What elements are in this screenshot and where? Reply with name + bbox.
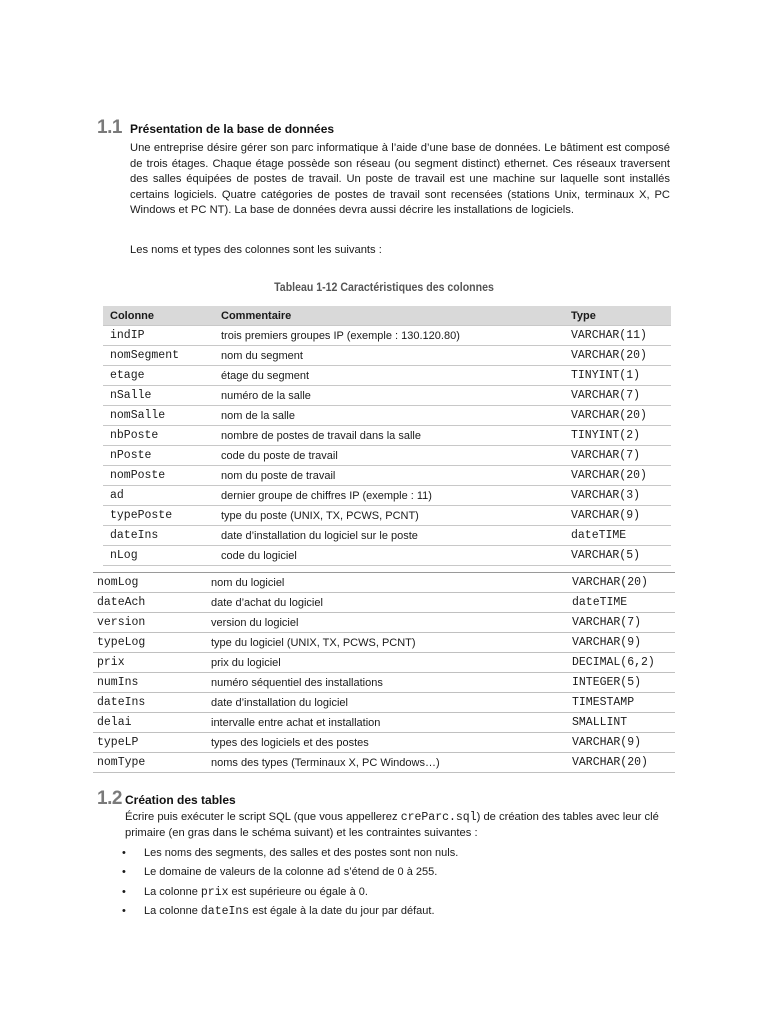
cell-type: dateTIME [571,526,671,546]
table-row [93,593,675,613]
cell-commentaire: nom du segment [221,346,571,366]
table-row [103,326,671,346]
section-1-1-heading [97,117,334,139]
table-row [103,466,671,486]
cell-colonne: typeLP [93,733,211,753]
cell-colonne: nSalle [103,386,221,406]
cell-colonne: dateIns [93,693,211,713]
cell-colonne: ad [103,486,221,506]
table-header-row [103,306,671,326]
bullet-text-after: est supérieure ou égale à 0. [228,885,368,898]
cell-colonne: prix [93,653,211,673]
table-row [93,573,675,593]
list-item [122,863,458,882]
bullet-code: ad [326,866,341,880]
table-row [103,506,671,526]
bullet-text-after: est égale à la date du jour par défaut. [249,904,435,917]
script-filename: creParc.sql [400,811,477,824]
intro-paragraph: Une entreprise désire gérer son parc informatique à l’aide d’une base de données. Le bâtiment est composé de trois étages. Chaque étage possède son réseau (ou segment distinct) ethernet. Ces réseaux traversent des salles équipées de postes de travail. Un poste de travail est une machine sur laquelle sont installés certains logiciels. Quatre catégories de postes de travail sont recensées (stations Unix, terminaux X, PC Windows et PC NT). La base de données devra aussi décrire les installations de logiciels. [130,142,670,216]
table-row [103,486,671,506]
bullet-code: dateIns [200,904,250,918]
cell-type: VARCHAR(7) [571,386,671,406]
cell-commentaire: prix du logiciel [211,653,572,673]
table-row [103,426,671,446]
list-item [122,883,458,902]
bullet-text-before: La colonne [144,904,201,917]
cell-commentaire: types des logiciels et des postes [211,733,572,753]
table-row [93,753,675,773]
cell-commentaire: numéro séquentiel des installations [211,673,572,693]
table-row [93,693,675,713]
intro-text-after: ) de création des tables avec leur clé primaire (en gras dans le schéma suivant) et les contraintes suivantes : [125,811,659,839]
cell-commentaire: intervalle entre achat et installation [211,713,572,733]
cell-type: dateTIME [572,593,675,613]
cell-commentaire: nom du poste de travail [221,466,571,486]
cell-type: VARCHAR(9) [571,506,671,526]
cell-commentaire: étage du segment [221,366,571,386]
cell-commentaire: version du logiciel [211,613,572,633]
cell-colonne: nbPoste [103,426,221,446]
bullet-text-before: La colonne [144,885,201,898]
cell-commentaire: nombre de postes de travail dans la salle [221,426,571,446]
cell-colonne: nomLog [93,573,211,593]
cell-commentaire: trois premiers groupes IP (exemple : 130.120.80) [221,326,571,346]
cell-commentaire: dernier groupe de chiffres IP (exemple : 11) [221,486,571,506]
constraints-list [122,844,458,921]
header-colonne: Colonne [103,306,221,326]
bullet-marker: • [122,847,126,859]
cell-type: VARCHAR(3) [571,486,671,506]
table-row [103,546,671,566]
cell-type: VARCHAR(9) [572,633,675,653]
columns-table-continued [93,572,675,773]
cell-colonne: nomSalle [103,406,221,426]
cell-type: VARCHAR(20) [571,406,671,426]
cell-colonne: nomPoste [103,466,221,486]
table-row [103,446,671,466]
cell-type: VARCHAR(20) [571,346,671,366]
table-row [103,346,671,366]
section-1-2-heading [97,788,236,810]
cell-type: INTEGER(5) [572,673,675,693]
cell-commentaire: noms des types (Terminaux X, PC Windows…) [211,753,572,773]
cell-colonne: version [93,613,211,633]
cell-type: VARCHAR(20) [572,573,675,593]
table-row [93,613,675,633]
bullet-text-before: Les noms des segments, des salles et des postes sont non nuls. [144,847,459,859]
cell-commentaire: nom de la salle [221,406,571,426]
table-row [103,386,671,406]
table-row [103,406,671,426]
section-title: Création des tables [125,793,236,807]
table-row [93,653,675,673]
cell-colonne: dateAch [93,593,211,613]
table-row [93,733,675,753]
cell-type: TINYINT(2) [571,426,671,446]
table-row [103,526,671,546]
bullet-marker: • [122,885,126,898]
cell-colonne: indIP [103,326,221,346]
table-caption: Tableau 1-12 Caractéristiques des colonnes [274,282,494,294]
bullet-text [144,883,368,902]
table-row [93,713,675,733]
bullet-text-before: Le domaine de valeurs de la colonne [144,866,327,879]
bullet-marker: • [122,866,126,879]
cell-type: VARCHAR(7) [572,613,675,633]
bullet-text [144,844,458,863]
table-row [93,633,675,653]
cell-type: DECIMAL(6,2) [572,653,675,673]
cell-colonne: etage [103,366,221,386]
cell-colonne: numIns [93,673,211,693]
bullet-text-after: s’étend de 0 à 255. [340,866,438,879]
section-number: 1.1 [97,117,122,138]
cell-colonne: typeLog [93,633,211,653]
bullet-text [144,863,437,882]
cell-commentaire: type du poste (UNIX, TX, PCWS, PCNT) [221,506,571,526]
cell-commentaire: nom du logiciel [211,573,572,593]
table-row [93,673,675,693]
cell-colonne: delai [93,713,211,733]
columns-table [103,306,671,566]
cell-type: VARCHAR(20) [571,466,671,486]
header-type: Type [571,306,671,326]
bullet-text [144,902,435,921]
cell-colonne: nomSegment [103,346,221,366]
cell-commentaire: date d’installation du logiciel [211,693,572,713]
cell-commentaire: date d’achat du logiciel [211,593,572,613]
list-item [122,902,458,921]
cell-type: VARCHAR(5) [571,546,671,566]
cell-commentaire: date d’installation du logiciel sur le poste [221,526,571,546]
cell-type: VARCHAR(20) [572,753,675,773]
header-commentaire: Commentaire [221,306,571,326]
cell-type: VARCHAR(9) [572,733,675,753]
create-tables-intro [125,810,670,841]
intro-text-before: Écrire puis exécuter le script SQL (que vous appellerez [125,811,401,823]
cell-commentaire: numéro de la salle [221,386,571,406]
section-title: Présentation de la base de données [130,122,335,136]
table-row [103,366,671,386]
cell-commentaire: code du logiciel [221,546,571,566]
list-item [122,844,458,863]
cell-commentaire: type du logiciel (UNIX, TX, PCWS, PCNT) [211,633,572,653]
cell-type: VARCHAR(11) [571,326,671,346]
cell-type: TIMESTAMP [572,693,675,713]
cell-type: SMALLINT [572,713,675,733]
bullet-code: prix [200,885,229,899]
bullet-marker: • [122,904,126,917]
cell-type: VARCHAR(7) [571,446,671,466]
columns-intro: Les noms et types des colonnes sont les suivants : [130,244,382,256]
cell-colonne: nomType [93,753,211,773]
cell-type: TINYINT(1) [571,366,671,386]
cell-colonne: nPoste [103,446,221,466]
cell-colonne: typePoste [103,506,221,526]
cell-commentaire: code du poste de travail [221,446,571,466]
cell-colonne: dateIns [103,526,221,546]
cell-colonne: nLog [103,546,221,566]
section-number: 1.2 [97,788,122,809]
